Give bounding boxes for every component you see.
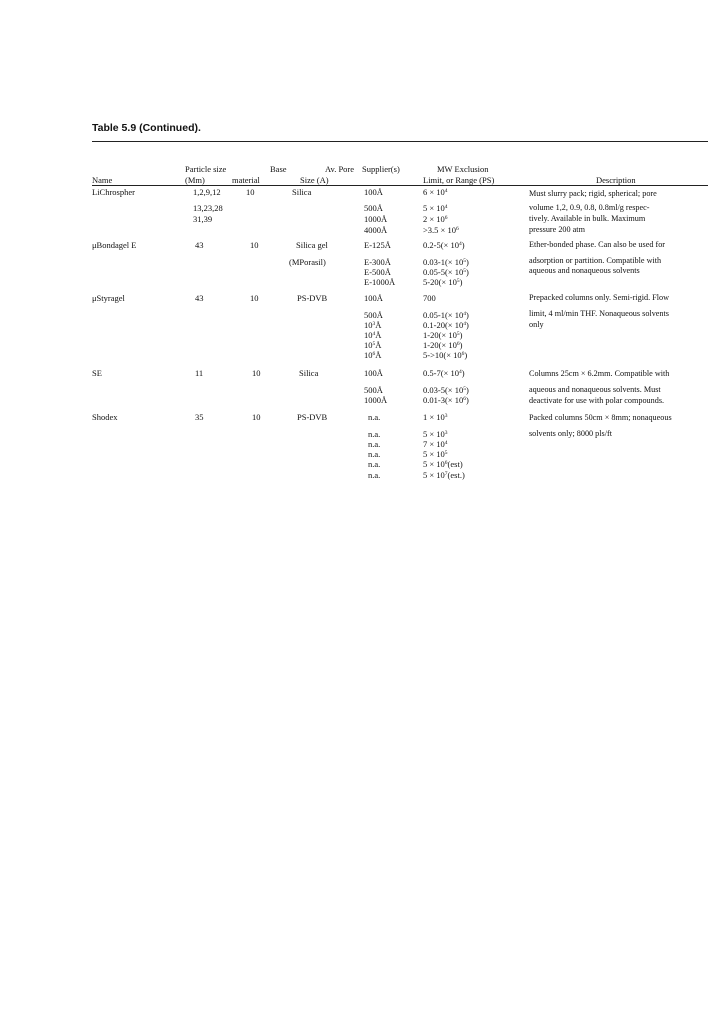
mw-range: $7 \times 10^4$ <box>423 439 448 449</box>
top-rule <box>92 141 708 142</box>
pore-size: 500Å <box>364 385 383 395</box>
pore-size: E-300Å <box>364 257 391 267</box>
header-mw-range: Limit, or Range (PS) <box>423 175 495 185</box>
pore-size: n.a. <box>368 429 381 439</box>
mw-range: $5 \times 10^3$ <box>423 429 448 439</box>
pore-size: 100Å <box>364 293 383 303</box>
description: limit, 4 ml/min THF. Nonaqueous solvents <box>529 309 669 318</box>
description: tively. Available in bulk. Maximum <box>529 214 646 223</box>
header-pore: Av. Pore <box>325 164 355 174</box>
header-pore-size: Size (A) <box>300 175 329 185</box>
pore-size: 500Å <box>364 310 383 320</box>
mw-range: $>3.5 \times 10^6$ <box>423 225 459 235</box>
mw-range: $2 \times 10^6$ <box>423 214 448 224</box>
mw-range: $0.5-7(\times 10^4)$ <box>423 368 465 378</box>
particle-size: 35 <box>195 412 204 422</box>
base-material: PS-DVB <box>297 293 328 303</box>
mw-range: $5 \times 10^7(est.)$ <box>423 470 465 480</box>
header-supplier: Supplier(s) <box>362 164 400 174</box>
particle-size: 11 <box>195 368 204 378</box>
description: only <box>529 320 544 329</box>
pore-size: $10^3Å$ <box>364 320 382 330</box>
row-name: μStyragel <box>92 293 125 303</box>
pore-size: $10^5Å$ <box>364 340 382 350</box>
pore-size: 1000Å <box>364 395 388 405</box>
particle-size: 31,39 <box>193 214 213 224</box>
mw-range: $0.05-5(\times 10^5)$ <box>423 267 469 277</box>
pore-size: n.a. <box>368 459 381 469</box>
pore-size: n.a. <box>368 439 381 449</box>
pore-size: 100Å <box>364 187 383 197</box>
row-name: SE <box>92 368 102 378</box>
particle-size: 43 <box>195 240 204 250</box>
base-material: PS-DVB <box>297 412 328 422</box>
mw-range: $5->10(\times 10^6)$ <box>423 350 468 360</box>
description: deactivate for use with polar compounds. <box>529 396 665 405</box>
header-base: Base <box>270 164 287 174</box>
row-name: μBondagel E <box>92 240 137 250</box>
row-name: Shodex <box>92 412 118 422</box>
pore-size: 4000Å <box>364 225 388 235</box>
mw-range: $0.05-1(\times 10^4)$ <box>423 310 469 320</box>
pore-size: E-125Å <box>364 240 391 250</box>
description: aqueous and nonaqueous solvents. Must <box>529 385 661 394</box>
description: Prepacked columns only. Semi-rigid. Flow <box>529 293 670 302</box>
supplier: 10 <box>252 368 261 378</box>
header-name: Name <box>92 175 113 185</box>
description: aqueous and nonaqueous solvents <box>529 266 640 275</box>
pore-size: n.a. <box>368 470 381 480</box>
supplier: 10 <box>250 293 259 303</box>
pore-size: E-1000Å <box>364 277 396 287</box>
description: volume 1,2, 0.9, 0.8, 0.8ml/g respec- <box>529 203 650 212</box>
table-caption: Table 5.9 (Continued). <box>92 122 201 134</box>
base-material: Silica gel <box>296 240 328 250</box>
description: pressure 200 atm <box>529 225 585 234</box>
supplier: 10 <box>250 240 259 250</box>
pore-size: $10^4Å$ <box>364 330 382 340</box>
header-mw: MW Exclusion <box>437 164 489 174</box>
mw-range: $5-20(\times 10^5)$ <box>423 277 463 287</box>
pore-size: E-500Å <box>364 267 391 277</box>
row-name: LiChrospher <box>92 187 135 197</box>
pore-size: 500Å <box>364 203 383 213</box>
particle-size: 1,2,9,12 <box>193 187 221 197</box>
base-material: Silica <box>292 187 312 197</box>
pore-size: n.a. <box>368 412 381 422</box>
particle-size: 43 <box>195 293 204 303</box>
base-material: Silica <box>299 368 319 378</box>
mw-range: $1-20(\times 10^6)$ <box>423 340 463 350</box>
header-description: Description <box>596 175 636 185</box>
pore-size: 100Å <box>364 368 383 378</box>
supplier: 10 <box>246 187 255 197</box>
mw-range: $0.1-20(\times 10^4)$ <box>423 320 469 330</box>
mw-range: $5 \times 10^5$ <box>423 449 448 459</box>
mw-range: $5 \times 10^6(est)$ <box>423 459 463 469</box>
pore-size: 1000Å <box>364 214 388 224</box>
pore-size: n.a. <box>368 449 381 459</box>
mw-range: $6 \times 10^4$ <box>423 187 448 197</box>
description: Columns 25cm × 6.2mm. Compatible with <box>529 369 670 378</box>
description: Packed columns 50cm × 8mm; nonaqueous <box>529 413 672 422</box>
mw-range: $1-20(\times 10^5)$ <box>423 330 463 340</box>
mw-range: $0.03-1(\times 10^5)$ <box>423 257 469 267</box>
description: Must slurry pack; rigid, spherical; pore <box>529 189 657 198</box>
header-rule <box>92 185 708 186</box>
header-particle-size: Particle size <box>185 164 227 174</box>
header-particle-size-unit: (Mm) <box>185 175 205 185</box>
base-material: (MPorasil) <box>289 257 326 267</box>
mw-range: $0.01-3(\times 10^6)$ <box>423 395 469 405</box>
mw-range: $0.2-5(\times 10^4)$ <box>423 240 465 250</box>
header-base-material: material <box>232 175 260 185</box>
description: solvents only; 8000 pls/ft <box>529 429 613 438</box>
pore-size: $10^6Å$ <box>364 350 382 360</box>
description: Ether-bonded phase. Can also be used for <box>529 240 666 249</box>
mw-range: $1 \times 10^3$ <box>423 412 448 422</box>
mw-range: $0.03-5(\times 10^5)$ <box>423 385 469 395</box>
particle-size: 13,23,28 <box>193 203 223 213</box>
supplier: 10 <box>252 412 261 422</box>
description: adsorption or partition. Compatible with <box>529 256 662 265</box>
mw-range: 700 <box>423 293 436 303</box>
mw-range: $5 \times 10^4$ <box>423 203 448 213</box>
